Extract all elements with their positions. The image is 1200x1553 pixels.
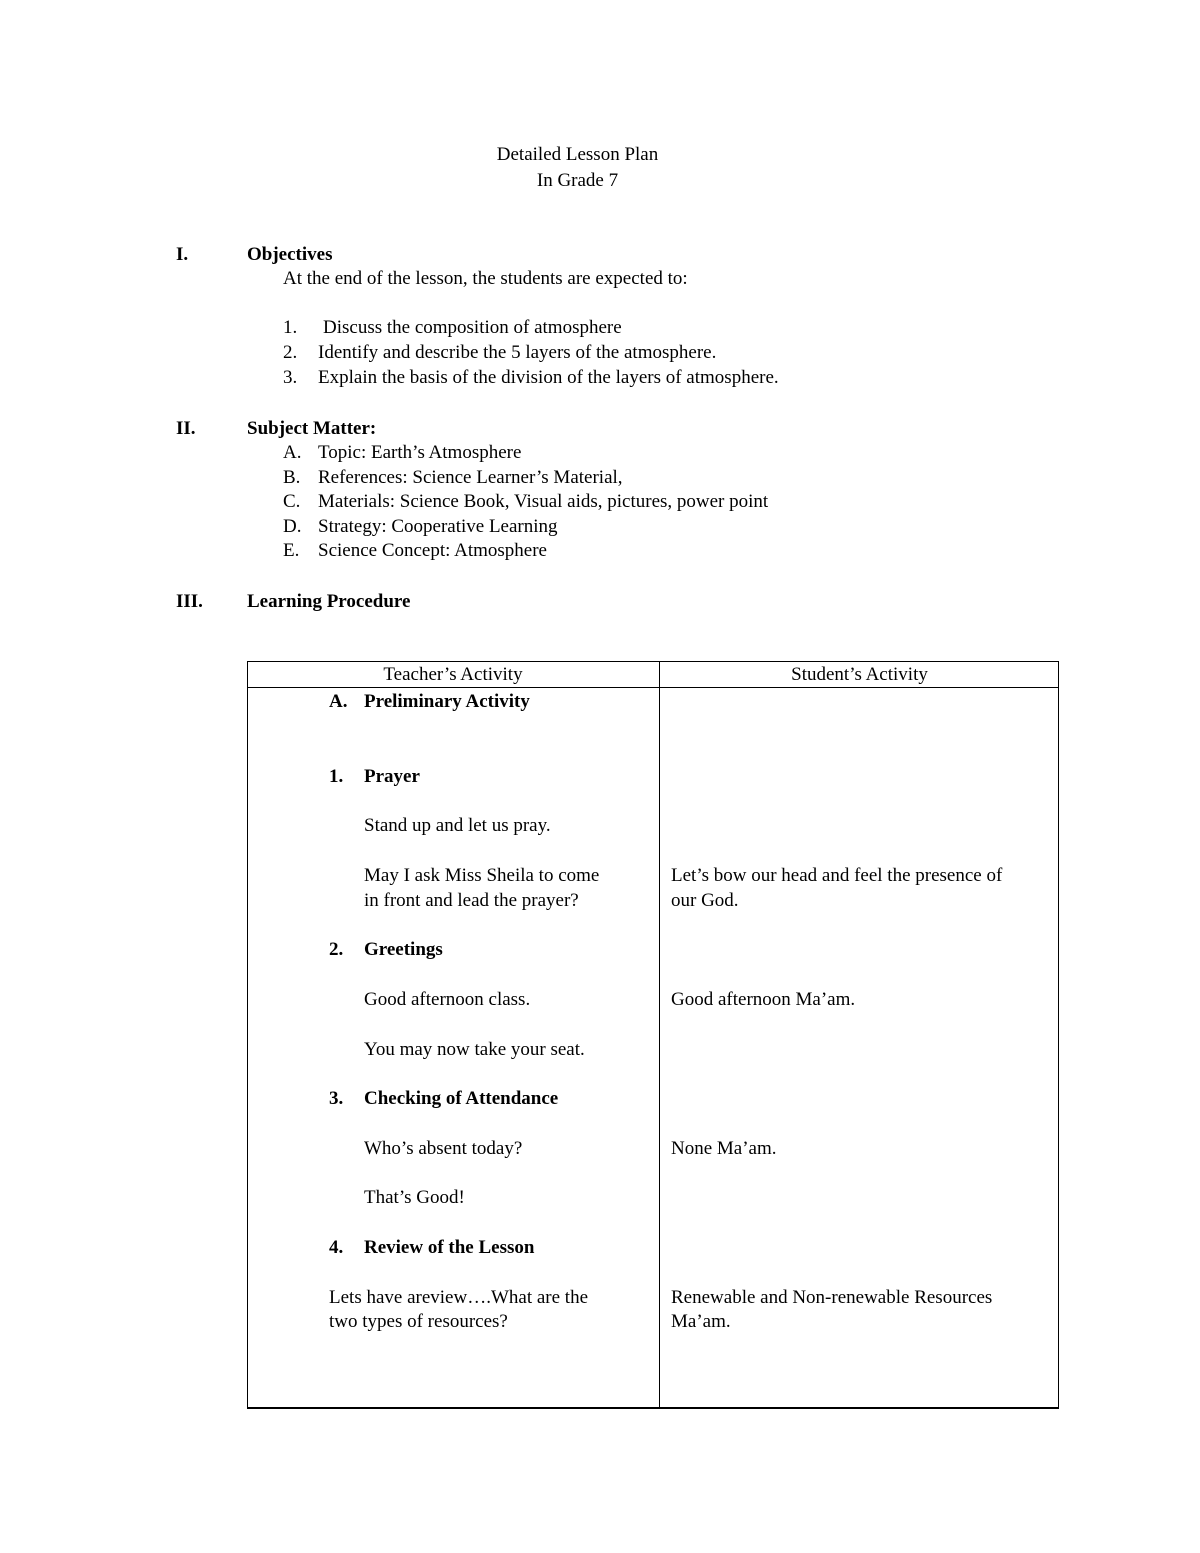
- step-number-greetings: 2.: [329, 939, 344, 960]
- teacher-line: two types of resources?: [329, 1311, 508, 1332]
- student-line: Good afternoon Ma’am.: [671, 989, 856, 1010]
- table-column-divider: [659, 661, 660, 1409]
- objective-number: 2.: [283, 342, 298, 363]
- student-line: our God.: [671, 890, 739, 911]
- section-heading-subject-matter: Subject Matter:: [247, 418, 377, 439]
- teacher-line: You may now take your seat.: [364, 1039, 585, 1060]
- step-heading-greetings: Greetings: [364, 939, 443, 960]
- subject-item-letter: A.: [283, 442, 302, 463]
- objective-text: Discuss the composition of atmosphere: [323, 317, 622, 338]
- student-line: None Ma’am.: [671, 1138, 777, 1159]
- step-heading-review: Review of the Lesson: [364, 1237, 535, 1258]
- teacher-line: Who’s absent today?: [364, 1138, 523, 1159]
- objective-number: 1.: [283, 317, 298, 338]
- teacher-line: Lets have areview….What are the: [329, 1287, 589, 1308]
- teacher-line: Good afternoon class.: [364, 989, 531, 1010]
- step-number-attendance: 3.: [329, 1088, 344, 1109]
- step-heading-attendance: Checking of Attendance: [364, 1088, 559, 1109]
- document-subtitle: In Grade 7: [536, 170, 619, 191]
- document-title: Detailed Lesson Plan: [496, 144, 659, 165]
- section-numeral-procedure: III.: [176, 591, 203, 612]
- subject-item-letter: D.: [283, 516, 302, 537]
- subject-item-letter: E.: [283, 540, 300, 561]
- objective-text: Explain the basis of the division of the layers of atmosphere.: [318, 367, 779, 388]
- objectives-intro: At the end of the lesson, the students are expected to:: [283, 268, 688, 289]
- objective-number: 3.: [283, 367, 298, 388]
- student-line: Renewable and Non-renewable Resources: [671, 1287, 993, 1308]
- section-numeral-objectives: I.: [176, 244, 189, 265]
- student-line: Let’s bow our head and feel the presence of: [671, 865, 1003, 886]
- section-heading-procedure: Learning Procedure: [247, 591, 411, 612]
- prelim-letter: A.: [329, 691, 348, 712]
- table-header-student: Student’s Activity: [791, 664, 928, 685]
- teacher-line: May I ask Miss Sheila to come: [364, 865, 600, 886]
- subject-item-letter: B.: [283, 467, 301, 488]
- subject-item-text: Materials: Science Book, Visual aids, pictures, power point: [318, 491, 769, 512]
- teacher-line: in front and lead the prayer?: [364, 890, 579, 911]
- subject-item-text: Topic: Earth’s Atmosphere: [318, 442, 522, 463]
- subject-item-letter: C.: [283, 491, 301, 512]
- subject-item-text: Strategy: Cooperative Learning: [318, 516, 558, 537]
- subject-item-text: References: Science Learner’s Material,: [318, 467, 623, 488]
- prelim-heading: Preliminary Activity: [364, 691, 530, 712]
- objective-text: Identify and describe the 5 layers of the atmosphere.: [318, 342, 717, 363]
- step-number-review: 4.: [329, 1237, 344, 1258]
- teacher-line: That’s Good!: [364, 1187, 465, 1208]
- student-line: Ma’am.: [671, 1311, 731, 1332]
- teacher-line: Stand up and let us pray.: [364, 815, 551, 836]
- section-numeral-subject-matter: II.: [176, 418, 196, 439]
- section-heading-objectives: Objectives: [247, 244, 333, 265]
- step-number-prayer: 1.: [329, 766, 344, 787]
- step-heading-prayer: Prayer: [364, 766, 420, 787]
- table-header-divider: [247, 687, 1059, 688]
- subject-item-text: Science Concept: Atmosphere: [318, 540, 547, 561]
- table-header-teacher: Teacher’s Activity: [383, 664, 523, 685]
